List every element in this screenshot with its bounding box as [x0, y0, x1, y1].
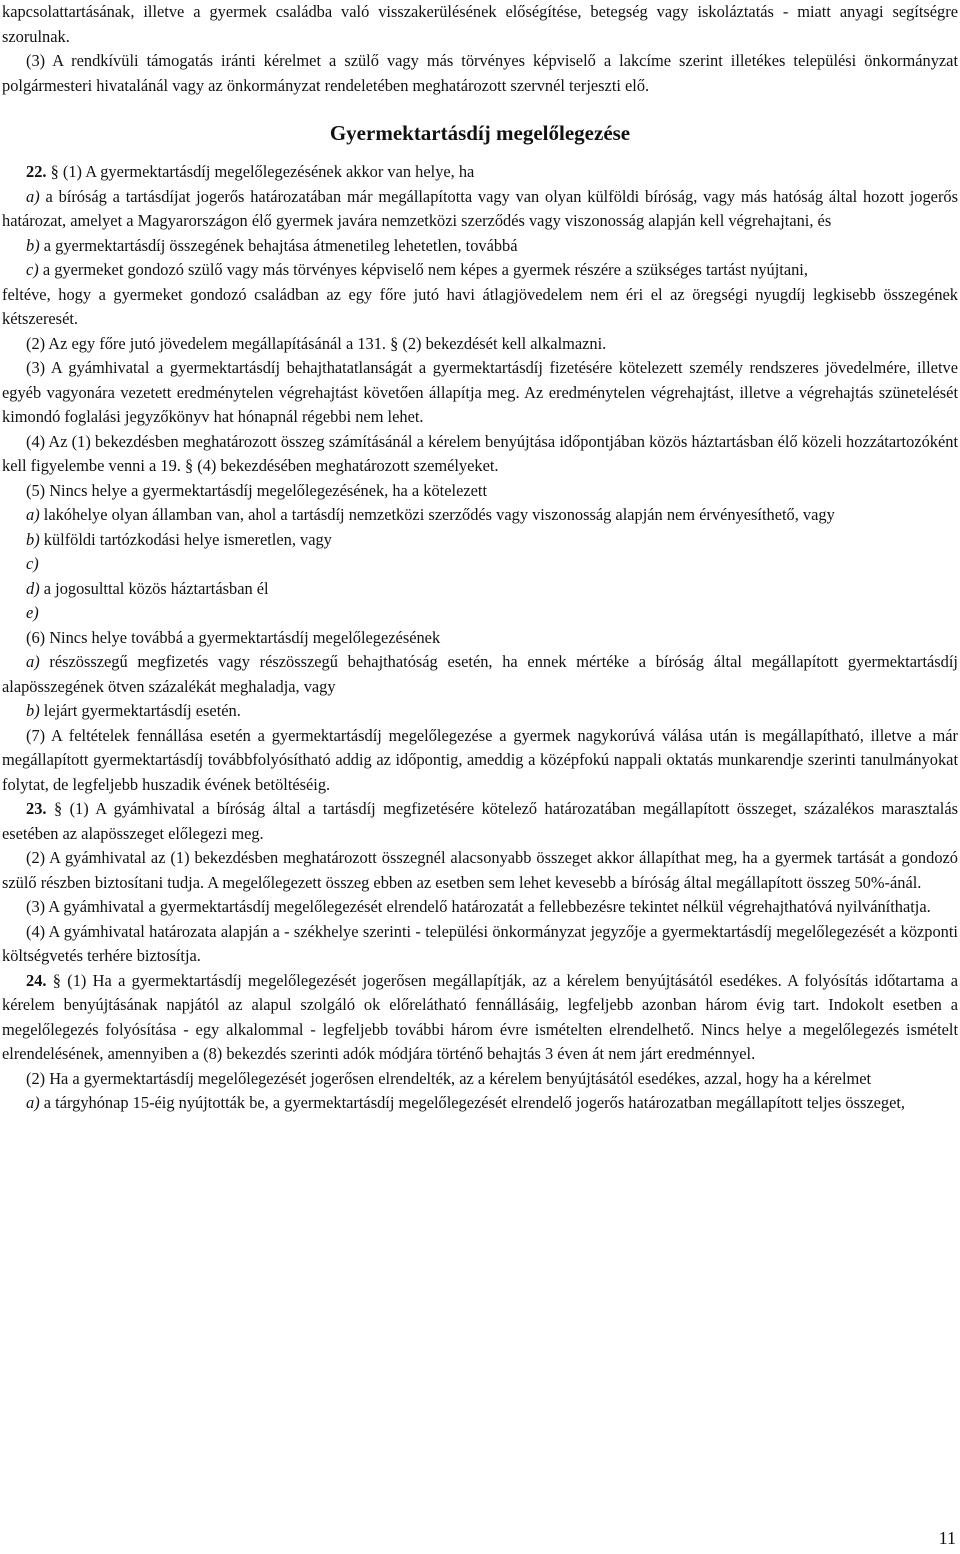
paragraph: [2, 969, 958, 1067]
paragraph: [2, 528, 958, 553]
paragraph: [2, 699, 958, 724]
paragraph: [2, 49, 958, 98]
section-number: 24.: [26, 970, 47, 990]
paragraph: [2, 895, 958, 920]
item-label: a): [26, 505, 40, 524]
paragraph-text: (2) Az egy főre jutó jövedelem megállapításánál a 131. § (2) bekezdését kell alkalmazni.: [26, 333, 607, 353]
paragraph-text: lejárt gyermektartásdíj esetén.: [43, 701, 241, 720]
paragraph: [2, 601, 958, 626]
paragraph-text: (7) A feltételek fennállása esetén a gyermektartásdíj megelőlegezése a gyermek nagykorúvá válása után is megállapítható, illetve a már megállapított gyermektartásdíj továbbfolyósítható addig az időpontig, ameddig a középfokú nappali oktatás munkarendje szerinti tanulmányokat folytat, de legfeljebb huszadik évének betöltéséig.: [2, 725, 958, 794]
item-label: d): [26, 578, 40, 598]
paragraph: [2, 503, 958, 528]
paragraph-text: a gyermeket gondozó szülő vagy más törvényes képviselő nem képes a gyermek részére a szükséges tartást nyújtani,: [42, 260, 808, 279]
paragraph: [2, 258, 958, 283]
paragraph-text: (3) A gyámhivatal a gyermektartásdíj behajthatatlanságát a gyermektartásdíj fizetésére kötelezett személy rendszeres jövedelmére, illetve egyéb vagyonára vezetett eredménytelen végrehajtást követően állapítja meg. Az eredménytelen végrehajtást, illetve a végrehajtás szünetelését kimondó foglalási jegyzőkönyv hat hónapnál régebbi nem lehet.: [2, 358, 958, 426]
paragraph: [2, 577, 958, 602]
paragraph: [2, 479, 958, 504]
section-number: 23.: [26, 799, 47, 818]
paragraph: [2, 724, 958, 798]
paragraph: [2, 0, 958, 49]
paragraph-text: (4) Az (1) bekezdésben meghatározott összeg számításánál a kérelem benyújtása időpontjában közös háztartásban élő közeli hozzátartozóként kell figyelembe venni a 19. § (4) bekezdésében meghatározott személyeket.: [2, 431, 958, 475]
paragraph: [2, 1091, 958, 1116]
paragraph-text: (4) A gyámhivatal határozata alapján a - székhelye szerinti - települési önkormányzat jegyzője a gyermektartásdíj megelőlegezését a központi költségvetés terhére biztosítja.: [2, 921, 958, 965]
paragraph-text: lakóhelye olyan államban van, ahol a tartásdíj nemzetközi szerződés vagy viszonosság alapján nem érvényesíthető, vagy: [43, 505, 835, 524]
paragraph: [2, 160, 958, 185]
paragraph-text: a gyermektartásdíj összegének behajtása átmenetileg lehetetlen, továbbá: [43, 235, 518, 255]
item-label: b): [26, 235, 40, 255]
paragraph: [2, 626, 958, 651]
paragraph-text: § (1) Ha a gyermektartásdíj megelőlegezését jogerősen megállapítják, az a kérelem benyújtásától esedékes. A folyósítás időtartama a kérelem benyújtásának napjától az alapul szolgáló ok előrelátható fennállásáig, legfeljebb azonban három évig tart. Indokolt esetben a megelőlegezés folyósítása - egy alkalommal - legfeljebb további három évre ismételten elrendelhető. Nincs helye a megelőlegezés ismételt elrendelésének, amennyiben a (8) bekezdés szerinti adók módjára történő behajtás 3 éven át nem járt eredménnyel.: [2, 970, 958, 1063]
paragraph-text: részösszegű megfizetés vagy részösszegű behajthatóság esetén, ha ennek mértéke a bíróság által megállapított gyermektartásdíj alapösszegének ötven százalékát meghaladja, vagy: [2, 652, 958, 696]
paragraph-text: a bíróság a tartásdíjat jogerős határozatában már megállapította vagy van olyan külföldi bíróság, vagy más hatóság által hozott jogerős határozat, amelyet a Magyarországon élő gyermek javára nemzetközi szerződés vagy viszonosság alapján kell végrehajtani, és: [2, 186, 958, 230]
paragraph: [2, 430, 958, 479]
section-heading: Gyermektartásdíj megelőlegezése: [329, 121, 631, 145]
paragraph: [2, 797, 958, 846]
paragraph-text: (3) A rendkívüli támogatás iránti kérelmet a szülő vagy más törvényes képviselő a lakcíme szerint illetékes települési önkormányzat polgármesteri hivatalánál vagy az önkormányzat rendeletében meghatározott szervnél terjeszti elő.: [2, 51, 958, 95]
paragraph: [2, 846, 958, 895]
paragraph-text: (3) A gyámhivatal a gyermektartásdíj megelőlegezését elrendelő határozatát a fellebbezésre tekintet nélkül végrehajthatóvá nyilváníthatja.: [26, 897, 931, 916]
paragraph-text: a tárgyhónap 15-éig nyújtották be, a gyermektartásdíj megelőlegezését elrendelő jogerős határozatban megállapított teljes összeget,: [43, 1093, 906, 1112]
item-label: c): [26, 554, 39, 573]
paragraph-text: kapcsolattartásának, illetve a gyermek családba való visszakerülésének előségítése, betegség vagy iskoláztatás - miatt anyagi segítségre szorulnak.: [2, 2, 958, 46]
item-label: b): [26, 529, 40, 549]
item-label: e): [26, 603, 39, 622]
item-label: b): [26, 701, 40, 720]
paragraph-text: feltéve, hogy a gyermeket gondozó családban az egy főre jutó havi átlagjövedelem nem éri el az öregségi nyugdíj legkisebb összegének kétszeresét.: [2, 284, 958, 328]
paragraph-text: (2) Ha a gyermektartásdíj megelőlegezését jogerősen elrendelték, az a kérelem benyújtásától esedékes, azzal, hogy ha a kérelmet: [26, 1068, 872, 1088]
paragraph: [2, 234, 958, 259]
paragraph: [2, 552, 958, 577]
paragraph-text: (5) Nincs helye a gyermektartásdíj megelőlegezésének, ha a kötelezett: [26, 480, 488, 500]
paragraph-text: § (1) A gyermektartásdíj megelőlegezésének akkor van helye, ha: [50, 162, 475, 181]
paragraph: [2, 650, 958, 699]
paragraph: [2, 1067, 958, 1092]
item-label: a): [26, 1093, 40, 1112]
paragraph-text: (2) A gyámhivatal az (1) bekezdésben meghatározott összegnél alacsonyabb összeget akkor állapíthat meg, ha a gyermek tartását a gondozó szülő részben biztosítani tudja. A megelőlegezett összeg ebben az esetben sem lehet kevesebb a bíróság által megállapított összeg 50%-ánál.: [2, 848, 958, 892]
page-number: 11: [938, 1528, 956, 1548]
item-label: a): [26, 652, 40, 671]
paragraph: [2, 185, 958, 234]
paragraph: [2, 356, 958, 430]
section-number: 22.: [26, 162, 47, 181]
paragraph: [2, 332, 958, 357]
item-label: a): [26, 186, 40, 206]
paragraph: [2, 920, 958, 969]
paragraph-text: a jogosulttal közös háztartásban él: [43, 578, 269, 598]
paragraph: [2, 283, 958, 332]
paragraph-text: külföldi tartózkodási helye ismeretlen, vagy: [43, 529, 332, 549]
item-label: c): [26, 260, 39, 279]
paragraph-text: § (1) A gyámhivatal a bíróság által a tartásdíj megfizetésére kötelező határozatában megállapított összeget, százalékos marasztalás esetében az alapösszeget előlegezi meg.: [2, 799, 958, 843]
paragraph-text: (6) Nincs helye továbbá a gyermektartásdíj megelőlegezésének: [26, 627, 441, 647]
document-body: [2, 0, 958, 1116]
